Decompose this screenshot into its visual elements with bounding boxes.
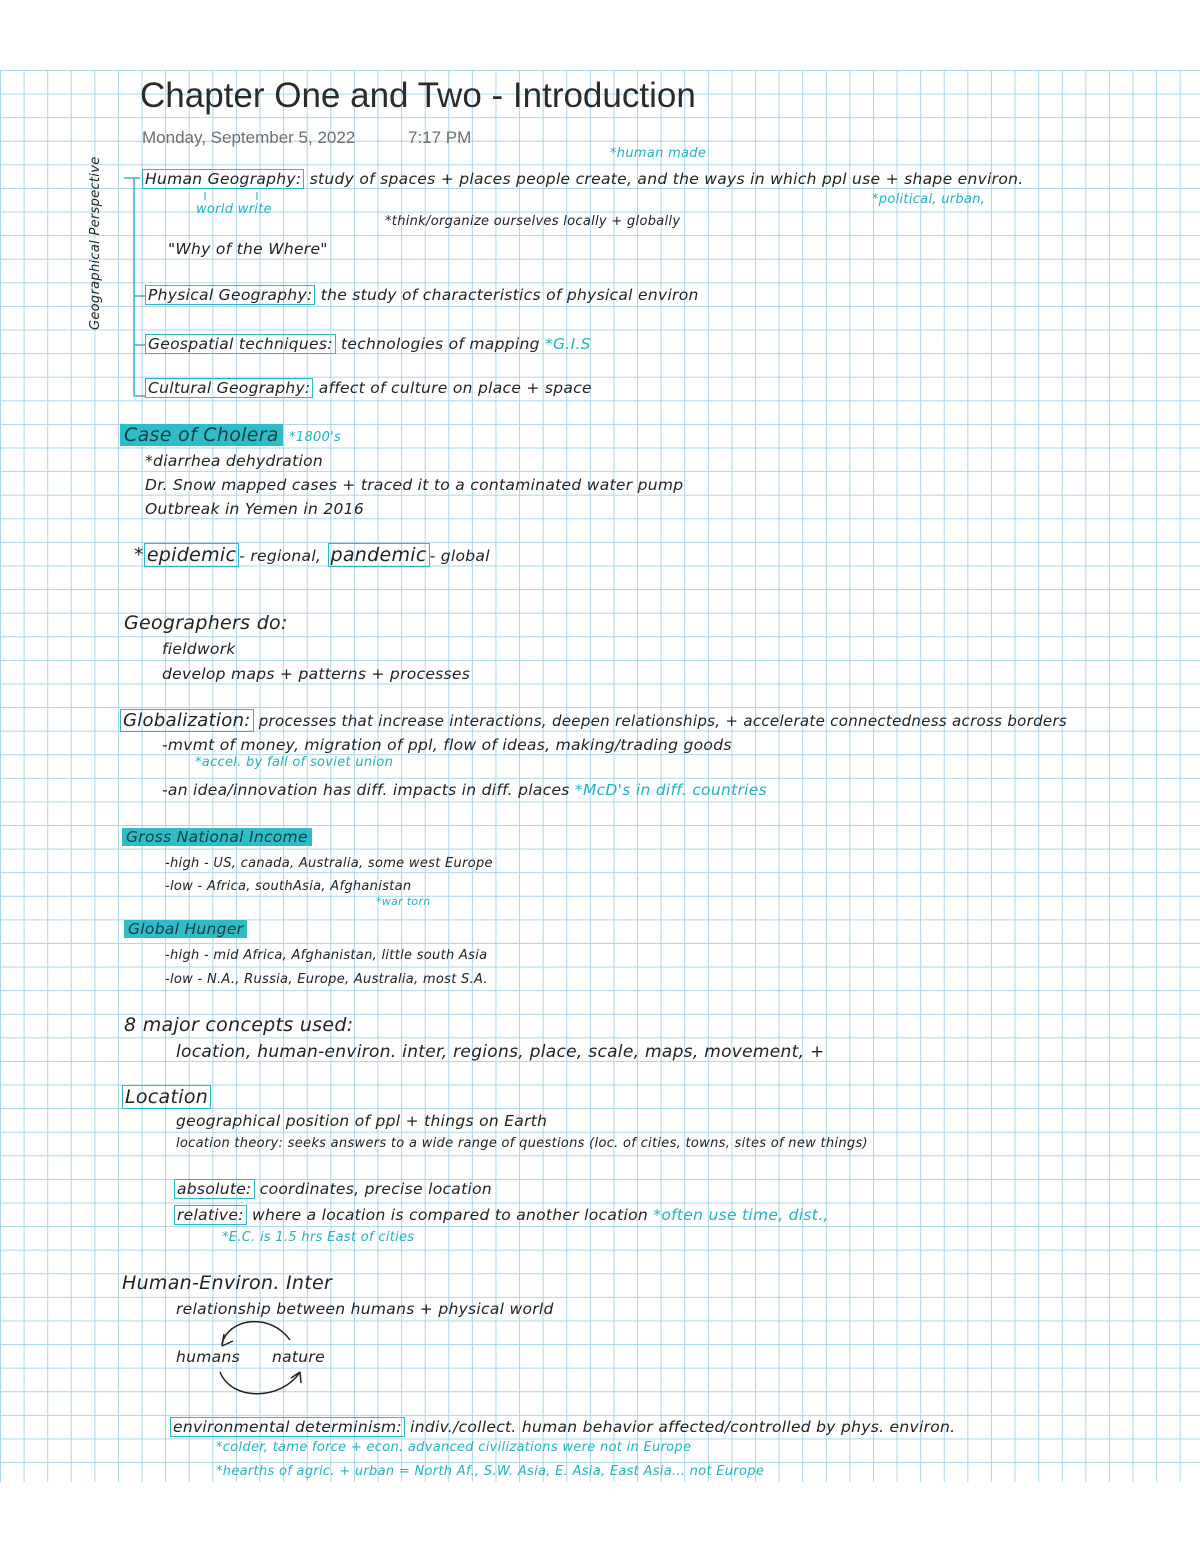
note-date: Monday, September 5, 2022: [142, 128, 356, 147]
world-write-note: world write: [196, 202, 272, 217]
geographers-heading: Geographers do:: [124, 612, 288, 634]
globalization-definition: processes that increase interactions, deepen relationships, + accelerate connectedness across borders: [258, 712, 1068, 730]
env-determinism-definition: indiv./collect. human behavior affected/controlled by phys. environ.: [410, 1418, 956, 1436]
relative-note: *often use time, dist.,: [653, 1206, 829, 1224]
war-torn-note: *war torn: [376, 895, 431, 908]
concepts-heading: 8 major concepts used:: [124, 1014, 354, 1036]
relative-definition: where a location is compared to another location: [251, 1206, 649, 1224]
cultural-geography-definition: affect of culture on place + space: [318, 379, 592, 397]
cholera-line-1: *diarrhea dehydration: [145, 452, 323, 470]
human-made-note: *human made: [610, 146, 707, 161]
geographers-item-1: fieldwork: [162, 640, 236, 658]
cultural-geography-term: Cultural Geography:: [145, 378, 313, 398]
geospatial-term: Geospatial techniques:: [145, 334, 336, 354]
cholera-1800s-note: *1800's: [289, 430, 342, 445]
gis-note: *G.I.S: [544, 335, 591, 353]
page-title: Chapter One and Two - Introduction: [140, 76, 696, 115]
gni-heading: Gross National Income: [122, 828, 312, 846]
human-environ-heading: Human-Environ. Inter: [122, 1272, 333, 1294]
absolute-term: absolute:: [174, 1179, 255, 1199]
hunger-low: -low - N.A., Russia, Europe, Australia, most S.A.: [165, 972, 488, 987]
side-label: Geographical Perspective: [88, 156, 103, 330]
env-determinism-note-2: *hearths of agric. + urban = North Af., S.W. Asia, E. Asia, East Asia... not Europe: [216, 1464, 765, 1479]
physical-geography-definition: the study of characteristics of physical environ: [320, 286, 699, 304]
location-line-2: location theory: seeks answers to a wide range of questions (loc. of cities, towns, sites of new things): [176, 1136, 868, 1151]
human-geography-term: Human Geography:: [142, 169, 304, 189]
human-environ-line-1: relationship between humans + physical world: [176, 1300, 554, 1318]
hunger-high: -high - mid Africa, Afghanistan, little south Asia: [165, 948, 488, 963]
cholera-heading: Case of Cholera: [120, 424, 283, 446]
human-geography-definition: study of spaces + places people create, and the ways in which ppl use + shape environ.: [309, 170, 1024, 188]
gni-low: -low - Africa, southAsia, Afghanistan: [165, 879, 412, 894]
ec-note: *E.C. is 1.5 hrs East of cities: [222, 1230, 415, 1245]
location-line-1: geographical position of ppl + things on Earth: [176, 1112, 548, 1130]
nature-label: nature: [272, 1348, 325, 1366]
relative-term: relative:: [174, 1205, 247, 1225]
env-determinism-term: environmental determinism:: [170, 1417, 405, 1437]
location-heading: Location: [122, 1085, 211, 1109]
pandemic-definition: - global: [429, 547, 490, 565]
political-urban-note: *political, urban,: [872, 192, 986, 207]
humans-label: humans: [176, 1348, 240, 1366]
cholera-line-3: Outbreak in Yemen in 2016: [145, 500, 364, 518]
globalization-item-1: -mvmt of money, migration of ppl, flow of ideas, making/trading goods: [162, 736, 732, 754]
mcd-note: *McD's in diff. countries: [574, 781, 767, 799]
think-organize-note: *think/organize ourselves locally + globally: [385, 214, 681, 229]
pandemic-term: pandemic: [328, 543, 430, 567]
absolute-definition: coordinates, precise location: [259, 1180, 492, 1198]
cholera-line-2: Dr. Snow mapped cases + traced it to a contaminated water pump: [145, 476, 684, 494]
geographers-item-2: develop maps + patterns + processes: [162, 665, 471, 683]
geospatial-definition: technologies of mapping: [340, 335, 540, 353]
globalization-term: Globalization:: [120, 709, 254, 732]
globalization-item-2: -an idea/innovation has diff. impacts in diff. places: [162, 781, 570, 799]
soviet-union-note: *accel. by fall of soviet union: [195, 755, 394, 770]
hunger-heading: Global Hunger: [124, 920, 247, 938]
epidemic-star: *: [134, 544, 144, 566]
why-of-where: "Why of the Where": [168, 240, 328, 258]
env-determinism-note-1: *colder, tame force + econ. advanced civilizations were not in Europe: [216, 1440, 692, 1455]
grid-paper-background: [0, 70, 1200, 1482]
epidemic-term: epidemic: [144, 543, 239, 567]
physical-geography-term: Physical Geography:: [145, 285, 315, 305]
concepts-list: location, human-environ. inter, regions, place, scale, maps, movement, +: [176, 1042, 825, 1062]
note-time: 7:17 PM: [408, 128, 472, 147]
epidemic-definition: - regional,: [239, 547, 322, 565]
gni-high: -high - US, canada, Australia, some west Europe: [165, 856, 493, 871]
